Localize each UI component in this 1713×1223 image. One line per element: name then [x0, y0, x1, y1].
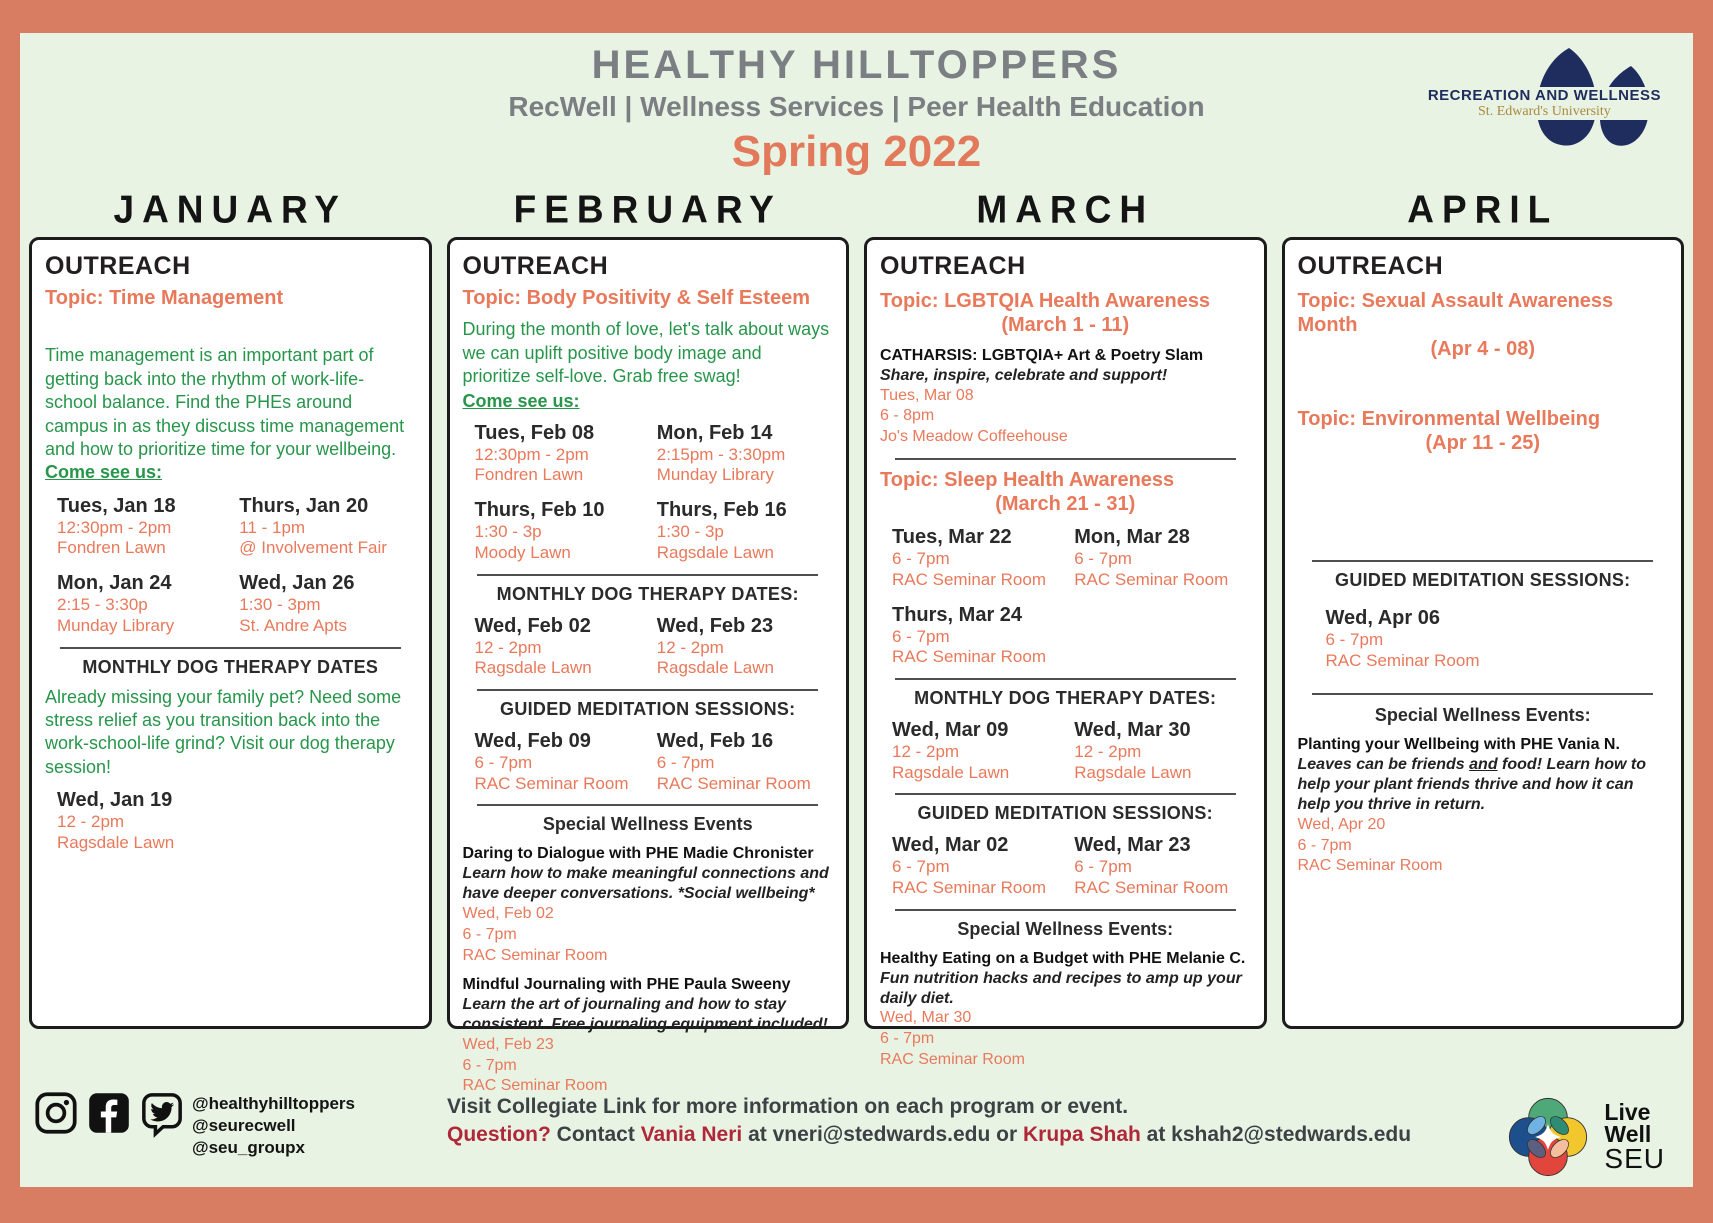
event-date: Tues, Jan 18: [57, 494, 176, 517]
event-location: RAC Seminar Room: [892, 647, 1046, 667]
event-date: Wed, Feb 02: [462, 904, 554, 922]
meditation-heading: GUIDED MEDITATION SESSIONS:: [500, 698, 796, 719]
special-event-description: Leaves can be friends and food! Learn how to help your plant friends thrive and how it can help you thrive in return.: [1297, 756, 1647, 813]
event-date: Wed, Mar 02: [892, 834, 1009, 857]
event-date: Wed, Feb 09: [474, 729, 591, 752]
event: [45, 789, 416, 853]
month-april: [1282, 189, 1685, 1029]
event-location: RAC Seminar Room: [892, 569, 1046, 589]
january-outreach-events: [45, 495, 416, 637]
event-location: @ Involvement Fair: [239, 538, 387, 558]
event-time: 1:30 - 3pm: [239, 595, 321, 615]
january-box: [29, 237, 432, 1029]
event: [57, 572, 233, 636]
event-time: 12 - 2pm: [1074, 741, 1142, 761]
event-date: Wed, Feb 02: [474, 614, 591, 637]
poster-inner: [20, 33, 1693, 1187]
spacer: [1298, 455, 1669, 550]
livewell-line3: SEU: [1604, 1142, 1665, 1174]
livewell-circles-icon: [1502, 1091, 1594, 1183]
social-media-block: [34, 1091, 429, 1159]
event-time: 1:30 - 3p: [474, 522, 542, 542]
section-divider: [477, 689, 818, 691]
april-topic-1: [1298, 289, 1669, 361]
special-event-title: Mindful Journaling with PHE Paula Sweeny: [462, 976, 791, 994]
event-time: 6 - 7pm: [892, 549, 950, 569]
outreach-heading: OUTREACH: [1297, 252, 1444, 280]
contact-name: Vania Neri: [640, 1123, 743, 1146]
social-handle: @seu_groupx: [192, 1138, 305, 1158]
event-location: RAC Seminar Room: [1074, 878, 1229, 898]
special-event-description: Learn how to make meaningful connections and have deeper conversations. *Social wellbeing*: [462, 865, 829, 903]
event: [57, 495, 233, 559]
event-time: 6 - 7pm: [1325, 630, 1384, 649]
event-time: 2:15 - 3:30p: [57, 595, 148, 615]
event: [892, 719, 1068, 783]
recreation-wellness-logo: [1387, 37, 1667, 169]
event-time: 12 - 2pm: [656, 637, 724, 657]
event-time: 6 - 7pm: [1074, 549, 1132, 569]
event-location: RAC Seminar Room: [1297, 857, 1443, 875]
event: [892, 834, 1068, 898]
event-time: 1:30 - 3p: [656, 522, 724, 542]
event-date: Wed, Mar 23: [1074, 834, 1191, 857]
topic-line: Topic: Environmental Wellbeing: [1297, 408, 1601, 430]
section-divider: [477, 804, 818, 806]
social-handle: @healthyhilltoppers: [192, 1094, 355, 1113]
event: [475, 615, 651, 679]
event: [657, 499, 833, 563]
outreach-heading: OUTREACH: [462, 252, 609, 280]
social-icons: [34, 1091, 184, 1159]
event-location: Jo's Meadow Coffeehouse: [880, 428, 1068, 446]
event: [1074, 526, 1250, 590]
event: [475, 422, 651, 486]
event-date: Thurs, Jan 20: [239, 494, 369, 517]
livewell-logo-text: [1604, 1098, 1665, 1174]
livewell-line2: Well: [1604, 1120, 1652, 1147]
event-location: RAC Seminar Room: [892, 878, 1046, 898]
event-date: Mon, Mar 28: [1074, 526, 1190, 549]
event: [1074, 834, 1250, 898]
special-event-description: Fun nutrition hacks and recipes to amp up your daily diet.: [880, 969, 1242, 1007]
special-event-description: Learn the art of journaling and how to stay consistent. Free journaling equipment included!: [462, 996, 828, 1033]
event-location: St. Andre Apts: [239, 615, 347, 635]
event-time: 6 - 8pm: [880, 407, 935, 425]
event-date: Wed, Feb 23: [462, 1035, 554, 1053]
event-time: 2:15pm - 3:30pm: [656, 444, 786, 464]
section-divider: [477, 574, 818, 576]
twitter-icon: [140, 1091, 184, 1159]
catharsis-event: [880, 346, 1251, 448]
event-location: Fondren Lawn: [474, 465, 584, 485]
march-topic-1: [880, 289, 1251, 337]
event-location: RAC Seminar Room: [1325, 650, 1480, 670]
event-location: RAC Seminar Room: [462, 1077, 608, 1095]
event-location: Moody Lawn: [474, 542, 571, 562]
section-divider: [895, 678, 1236, 680]
january-dog-intro: Already missing your family pet? Need some stress relief as you transition back into the work-school-life grind? Visit our dog therapy session!: [45, 686, 402, 777]
february-outreach-events: [463, 422, 834, 564]
event-date: Thurs, Mar 24: [892, 603, 1023, 626]
special-event-description: Share, inspire, celebrate and support!: [880, 366, 1168, 384]
event-time: 6 - 7pm: [462, 925, 517, 943]
month-columns: [20, 187, 1693, 1095]
january-intro: Time management is an important part of getting back into the rhythm of work-life-school balance. Find the PHEs around campus in as they discuss time management and how to prioritize time for your wellbeing. Come see us:: [45, 345, 405, 483]
march-box: [864, 237, 1267, 1068]
recwell-logo-line2: St. Edward's University: [1426, 104, 1663, 120]
event-date: Wed, Mar 30: [1074, 718, 1191, 741]
livewell-line1: Live: [1604, 1098, 1651, 1125]
page-subtitle: RecWell | Wellness Services | Peer Health Education: [508, 91, 1205, 122]
event: [1298, 607, 1669, 671]
march-sleep-events: [880, 526, 1251, 668]
event: [239, 495, 415, 559]
january-topic: Topic: Time Management: [45, 287, 284, 309]
event-location: Ragsdale Lawn: [1074, 762, 1192, 782]
contact-line: Question? Contact Vania Neri at vneri@stedwards.edu or Krupa Shah at kshah2@stedwards.edu: [447, 1123, 1412, 1146]
event-date: Wed, Mar 30: [880, 1009, 972, 1027]
event-location: Ragsdale Lawn: [656, 658, 774, 678]
event-time: 6 - 7pm: [1074, 857, 1132, 877]
event-location: RAC Seminar Room: [474, 773, 629, 793]
special-event-title: CATHARSIS: LGBTQIA+ Art & Poetry Slam: [880, 347, 1204, 364]
event-location: Ragsdale Lawn: [474, 658, 592, 678]
event-time: 6 - 7pm: [462, 1056, 517, 1074]
february-box: [447, 237, 850, 1095]
event-date: Wed, Feb 16: [656, 729, 774, 752]
come-see-us-link: Come see us:: [45, 462, 163, 483]
special-event-title: Healthy Eating on a Budget with PHE Melanie C.: [880, 949, 1246, 967]
spacer: [1298, 361, 1669, 399]
event-location: Ragsdale Lawn: [57, 832, 175, 852]
event-date: Mon, Jan 24: [57, 572, 172, 595]
event-date: Wed, Apr 20: [1297, 815, 1386, 833]
event-location: Munday Library: [656, 465, 774, 485]
special-event: [463, 844, 834, 966]
event-time: 6 - 7pm: [1297, 836, 1352, 854]
month-march: [864, 187, 1267, 1068]
special-events-heading: Special Wellness Events: [542, 814, 753, 835]
march-meditation-events: [880, 834, 1251, 898]
event-location: RAC Seminar Room: [880, 1051, 1025, 1068]
section-divider: [1312, 693, 1653, 695]
event-date: Mon, Feb 14: [656, 421, 773, 444]
footer: [20, 1091, 1693, 1183]
topic-dates: (Apr 11 - 25): [1425, 432, 1540, 454]
livewell-seu-logo: [1419, 1091, 1679, 1183]
event: [657, 422, 833, 486]
section-divider: [1312, 560, 1653, 562]
season-title: Spring 2022: [731, 127, 982, 176]
event-date: Wed, Jan 19: [57, 789, 173, 812]
come-see-us-link: Come see us:: [462, 390, 580, 411]
event: [1074, 719, 1250, 783]
event-time: 11 - 1pm: [239, 517, 306, 537]
month-title-march: MARCH: [976, 187, 1155, 231]
event-date: Wed, Mar 09: [892, 718, 1009, 741]
event: [657, 730, 833, 794]
event-date: Tues, Mar 08: [880, 386, 974, 404]
dog-therapy-heading: MONTHLY DOG THERAPY DATES: [82, 656, 379, 677]
february-topic: Topic: Body Positivity & Self Esteem: [462, 287, 810, 309]
topic-line: Topic: Sexual Assault Awareness Month: [1297, 290, 1614, 336]
section-divider: [60, 647, 401, 649]
event-time: 6 - 7pm: [656, 752, 715, 772]
event-date: Wed, Feb 23: [656, 614, 774, 637]
event-date: Wed, Jan 26: [239, 572, 355, 595]
event: [657, 615, 833, 679]
event: [475, 730, 651, 794]
section-divider: [895, 909, 1236, 911]
event: [475, 499, 651, 563]
header: [20, 33, 1693, 177]
event-time: 12:30pm - 2pm: [474, 444, 589, 464]
social-handle: @seurecwell: [192, 1116, 296, 1136]
topic-line: Topic: LGBTQIA Health Awareness: [880, 290, 1211, 312]
february-dog-events: [463, 615, 834, 679]
february-meditation-events: [463, 730, 834, 794]
question-label: Question?: [447, 1123, 551, 1146]
event-time: 6 - 7pm: [892, 857, 950, 877]
special-event: [463, 975, 834, 1097]
special-event: [1298, 735, 1669, 877]
event-time: 12 - 2pm: [57, 812, 125, 832]
meditation-heading: GUIDED MEDITATION SESSIONS:: [1335, 570, 1631, 590]
event-time: 6 - 7pm: [892, 626, 950, 646]
event-time: 12:30pm - 2pm: [57, 517, 172, 537]
social-handles: [192, 1093, 355, 1159]
dog-therapy-heading: MONTHLY DOG THERAPY DATES:: [496, 583, 799, 604]
topic-line: Topic: Sleep Health Awareness: [880, 469, 1175, 492]
month-february: [447, 187, 850, 1095]
month-title-april: APRIL: [1407, 187, 1559, 231]
event-time: 12 - 2pm: [474, 637, 542, 657]
page-title: HEALTHY HILLTOPPERS: [591, 43, 1122, 87]
instagram-icon: [34, 1091, 78, 1159]
april-topic-2: [1298, 407, 1669, 455]
march-dog-events: [880, 719, 1251, 783]
section-divider: [895, 793, 1236, 795]
event-date: Wed, Apr 06: [1325, 607, 1440, 629]
event-location: Fondren Lawn: [57, 538, 166, 558]
month-january: [29, 189, 432, 1029]
special-event-title: Daring to Dialogue with PHE Madie Chronister: [462, 845, 814, 863]
special-event: [880, 949, 1251, 1071]
event-location: Ragsdale Lawn: [656, 542, 774, 562]
event-date: Thurs, Feb 10: [474, 499, 605, 522]
contact-name: Krupa Shah: [1022, 1123, 1141, 1146]
outreach-heading: OUTREACH: [45, 252, 191, 280]
topic-dates: (March 1 - 11): [1001, 314, 1130, 336]
special-events-heading: Special Wellness Events:: [1374, 705, 1591, 726]
event: [892, 604, 1068, 668]
event-date: Tues, Mar 22: [892, 526, 1012, 549]
topic-dates: (Apr 4 - 08): [1430, 338, 1535, 360]
event-location: RAC Seminar Room: [462, 946, 608, 964]
special-event-title: Planting your Wellbeing with PHE Vania N.: [1297, 736, 1620, 754]
dog-therapy-heading: MONTHLY DOG THERAPY DATES:: [914, 687, 1217, 708]
special-events-heading: Special Wellness Events:: [957, 918, 1174, 939]
march-topic-2: [880, 468, 1251, 516]
event-date: Tues, Feb 08: [474, 421, 595, 444]
meditation-heading: GUIDED MEDITATION SESSIONS:: [917, 803, 1213, 824]
collegiate-link-info: Visit Collegiate Link for more information on each program or event.: [447, 1095, 1129, 1118]
event-location: RAC Seminar Room: [656, 773, 811, 793]
outreach-heading: OUTREACH: [880, 252, 1026, 280]
topic-dates: (March 21 - 31): [995, 493, 1136, 516]
month-title-february: FEBRUARY: [513, 187, 782, 231]
recwell-logo-text: [1426, 87, 1663, 120]
event-location: RAC Seminar Room: [1074, 569, 1229, 589]
contact-block: [429, 1095, 1419, 1147]
event-location: Ragsdale Lawn: [892, 762, 1010, 782]
event-location: Munday Library: [57, 615, 175, 635]
event-time: 6 - 7pm: [474, 752, 533, 772]
facebook-icon: [87, 1091, 131, 1159]
section-divider: [895, 458, 1236, 460]
event: [239, 572, 415, 636]
event-time: 6 - 7pm: [880, 1030, 935, 1048]
recwell-logo-line1: RECREATION AND WELLNESS: [1427, 87, 1661, 104]
february-intro: During the month of love, let's talk about ways we can uplift positive body image and prioritize self-love. Grab free swag!: [462, 319, 830, 387]
event: [892, 526, 1068, 590]
event-date: Thurs, Feb 16: [656, 499, 787, 522]
april-box: [1282, 237, 1685, 1029]
event-time: 12 - 2pm: [892, 741, 960, 761]
month-title-january: JANUARY: [113, 187, 347, 231]
